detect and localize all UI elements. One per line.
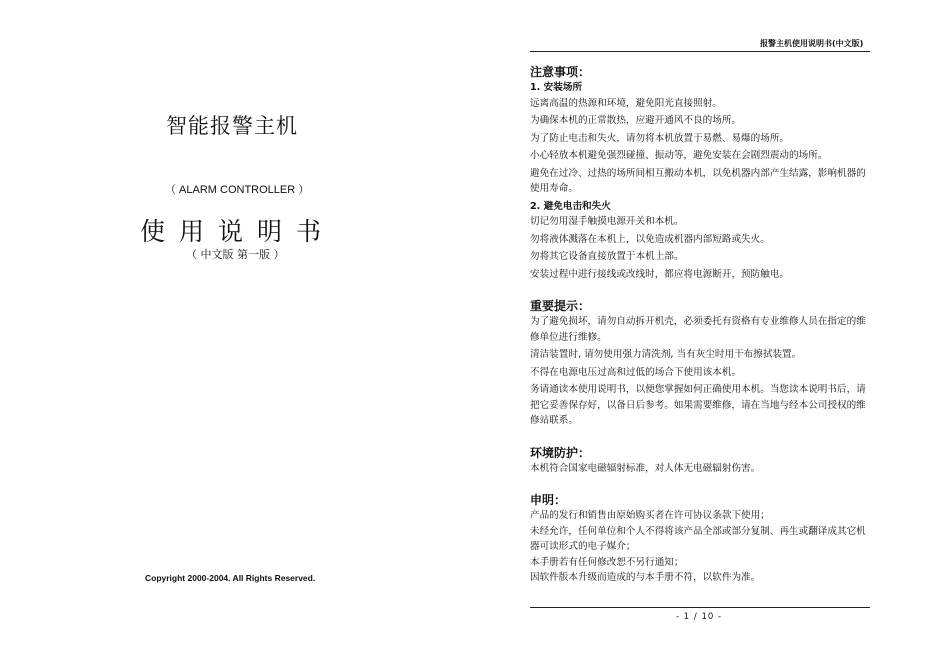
notes-paragraph: 为确保本机的正常散热，应避开通风不良的场所。 xyxy=(530,115,742,126)
section-spacer xyxy=(530,284,874,298)
statement-heading: 申明： xyxy=(530,493,567,507)
section-spacer xyxy=(530,478,874,492)
important-paragraph: 清洁装置时, 请勿使用强力清洗剂, 当有灰尘时用干布擦拭装置。 xyxy=(530,349,802,360)
notes-paragraph: 勿将其它设备直接放置于本机上部。 xyxy=(530,251,684,262)
notes-paragraph: 远离高温的热源和环境，避免阳光直接照射。 xyxy=(530,97,722,109)
section-spacer xyxy=(530,431,874,445)
notes-paragraph: 切记勿用湿手触摸电源开关和本机。 xyxy=(530,216,684,227)
header-divider xyxy=(530,51,870,52)
env-heading: 环境防护： xyxy=(530,445,591,460)
important-paragraph: 为了避免损坏，请勿自动拆开机壳，必须委托有资格有专业维修人员在指定的维修单位进行维修。 xyxy=(530,316,866,343)
notes-paragraph: 为了防止电击和失火，请勿将本机放置于易燃、易爆的场所。 xyxy=(530,132,790,144)
statement-line: 因软件版本升级而造成的与本手册不符，以软件为准。 xyxy=(530,572,761,583)
notes-paragraph: 小心轻放本机避免强烈碰撞、振动等，避免安装在会剧烈震动的场所。 xyxy=(530,150,828,161)
content-column xyxy=(530,64,874,586)
notes-subheading-1: 1. 安装场所 xyxy=(530,82,583,93)
statement-line: 未经允许，任何单位和个人不得将该产品全部或部分复制、再生或翻译成其它机器可读形式的电子媒介； xyxy=(530,525,866,552)
env-paragraph: 本机符合国家电磁辐射标准，对人体无电磁辐射伤害。 xyxy=(530,462,761,474)
important-heading: 重要提示： xyxy=(530,299,591,313)
footer-divider xyxy=(530,607,870,608)
running-header: 报警主机使用说明书(中文版) xyxy=(760,39,864,48)
notes-heading: 注意事项： xyxy=(530,65,591,79)
notes-subheading-2: 2. 避免电击和失火 xyxy=(530,200,611,212)
copyright-notice: Copyright 2000-2004. All Rights Reserved. xyxy=(145,573,316,583)
statement-line: 产品的发行和销售由原始购买者在许可协议条款下使用； xyxy=(530,510,770,521)
notes-paragraph: 安装过程中进行接线或改线时，都应将电源断开，预防触电。 xyxy=(530,268,790,280)
document-subtitle: （ ALARM CONTROLLER ） xyxy=(165,184,310,196)
page-number: - 1 / 10 - xyxy=(676,612,723,622)
notes-paragraph: 勿将液体溅落在本机上，以免造成机器内部短路或失火。 xyxy=(530,233,770,245)
edition-label: （ 中文版 第一版 ） xyxy=(186,248,285,261)
document-title: 智能报警主机 xyxy=(166,114,298,138)
statement-line: 本手册若有任何修改恕不另行通知； xyxy=(530,556,684,568)
important-paragraph: 不得在电源电压过高和过低的场合下使用该本机。 xyxy=(530,366,742,378)
important-paragraph: 务请通读本使用说明书，以便您掌握如何正确使用本机。当您读本说明书后，请把它妥善保存好，以备日后参考。如果需要维修，请在当地与经本公司授权的维修站联系。 xyxy=(530,384,866,426)
manual-title: 使用说明书 xyxy=(140,217,336,246)
notes-paragraph: 避免在过冷、过热的场所间相互搬动本机，以免机器内部产生结露，影响机器的使用寿命。 xyxy=(530,167,866,194)
